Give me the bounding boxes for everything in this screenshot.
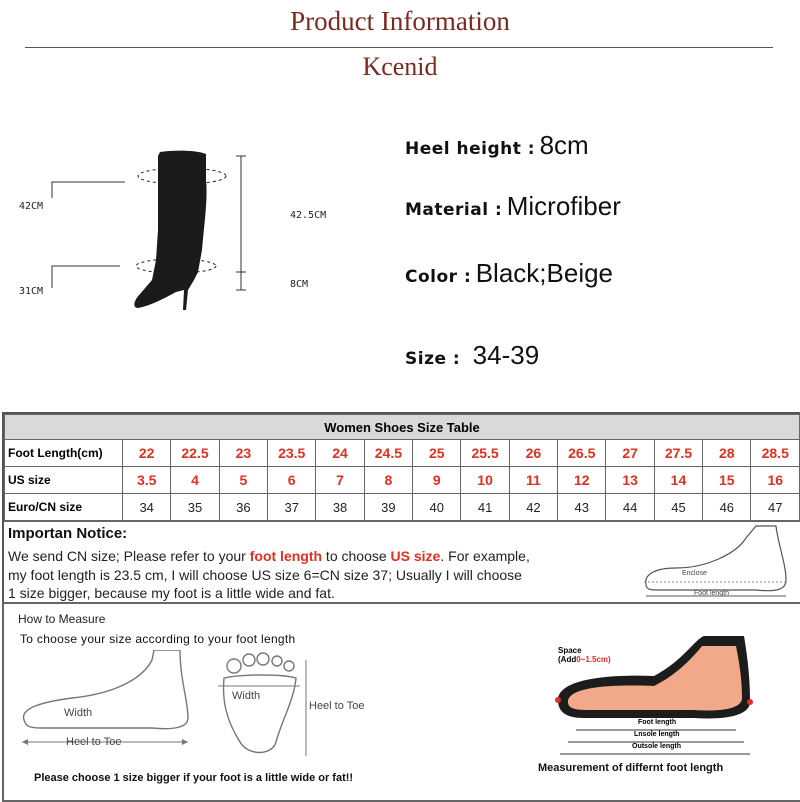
table-cell: 45 [654, 494, 702, 521]
enclose-label: Enclose [682, 570, 707, 577]
table-cell: 8 [364, 467, 412, 494]
table-cell: 35 [171, 494, 219, 521]
table-cell: 47 [751, 494, 800, 521]
foot-top-measure-diagram [212, 650, 322, 760]
table-cell: 5 [219, 467, 267, 494]
boot-height-label: 42.5CM [290, 210, 327, 221]
table-cell: 25.5 [461, 440, 509, 467]
table-cell: 24 [316, 440, 364, 467]
table-cell: 11 [509, 467, 557, 494]
heel-to-toe-label-side: Heel to Toe [66, 736, 122, 748]
table-cell: 38 [316, 494, 364, 521]
table-cell: 4 [171, 467, 219, 494]
table-cell: 6 [268, 467, 316, 494]
width-label-side: Width [64, 707, 93, 719]
page-title: Product Information [290, 6, 510, 36]
table-cell: 23.5 [268, 440, 316, 467]
table-cell: 14 [654, 467, 702, 494]
width-label-top: Width [232, 690, 261, 702]
table-cell: 16 [751, 467, 800, 494]
table-cell: 42 [509, 494, 557, 521]
size-table [2, 412, 800, 604]
heel-height-dim-label: 8CM [290, 279, 309, 290]
table-cell: 34 [123, 494, 171, 521]
row-label: Euro/CN size [5, 494, 123, 521]
top-circumference-label: 42CM [19, 201, 44, 212]
notice-line-2: my foot length is 23.5 cm, I will choose US size 6=CN size 37; Usually I will choose [8, 567, 522, 583]
table-cell: 28.5 [751, 440, 800, 467]
ankle-circumference-label: 31CM [19, 286, 44, 297]
table-cell: 39 [364, 494, 412, 521]
table-cell: 15 [703, 467, 751, 494]
table-cell: 25 [413, 440, 461, 467]
notice-section [4, 521, 800, 602]
table-cell: 26 [509, 440, 557, 467]
brand-name: Kcenid [362, 52, 438, 81]
insole-length-label: Lnsole length [634, 731, 680, 738]
foot-length-label: Foot length [694, 590, 730, 597]
table-cell: 26.5 [558, 440, 606, 467]
table-cell: 12 [558, 467, 606, 494]
table-cell: 24.5 [364, 440, 412, 467]
foot-length-measure-label: Foot length [638, 719, 677, 726]
space-label: Space [558, 646, 582, 655]
size-table-title: Women Shoes Size Table [5, 415, 800, 440]
boot-diagram [0, 140, 380, 320]
spec-heel-height: Heel height : 8cm [405, 130, 589, 160]
foot-side-diagram [636, 524, 796, 600]
table-cell: 36 [219, 494, 267, 521]
how-to-measure-subtitle: To choose your size according to your foot length [20, 632, 296, 646]
spec-size: Size : 34-39 [405, 340, 540, 370]
measurement-caption: Measurement of differnt foot length [538, 762, 724, 774]
table-cell: 27.5 [654, 440, 702, 467]
table-row-foot-length [5, 440, 800, 467]
header-divider [25, 47, 773, 48]
table-cell: 7 [316, 467, 364, 494]
table-cell: 23 [219, 440, 267, 467]
spec-color: Color : Black;Beige [405, 258, 614, 288]
foot-side-measure-diagram [12, 650, 202, 750]
add-label: (Add0~1.5cm) [558, 655, 611, 664]
table-cell: 3.5 [123, 467, 171, 494]
notice-title: Importan Notice: [8, 525, 128, 542]
heel-to-toe-label-top: Heel to Toe [309, 700, 365, 712]
table-cell: 27 [606, 440, 654, 467]
spec-material: Material : Microfiber [405, 191, 621, 221]
table-cell: 28 [703, 440, 751, 467]
row-label: US size [5, 467, 123, 494]
table-cell: 41 [461, 494, 509, 521]
table-cell: 46 [703, 494, 751, 521]
how-to-measure-title: How to Measure [18, 612, 106, 626]
table-cell: 22 [123, 440, 171, 467]
how-to-measure-section [2, 602, 800, 802]
table-cell: 40 [413, 494, 461, 521]
table-cell: 43 [558, 494, 606, 521]
table-row-us-size [5, 467, 800, 494]
table-cell: 9 [413, 467, 461, 494]
outsole-length-label: Outsole length [632, 743, 681, 750]
table-row-euro-size [5, 494, 800, 521]
table-cell: 44 [606, 494, 654, 521]
table-cell: 37 [268, 494, 316, 521]
table-cell: 22.5 [171, 440, 219, 467]
boot-silhouette [134, 151, 206, 310]
size-advice-footer: Please choose 1 size bigger if your foot is a little wide or fat!! [34, 772, 354, 784]
table-cell: 10 [461, 467, 509, 494]
notice-line-3: 1 size bigger, because my foot is a little wide and fat. [8, 585, 335, 601]
row-label: Foot Length(cm) [5, 440, 123, 467]
notice-line-1: We send CN size; Please refer to your foot length to choose US size. For example, [8, 548, 530, 564]
table-cell: 13 [606, 467, 654, 494]
